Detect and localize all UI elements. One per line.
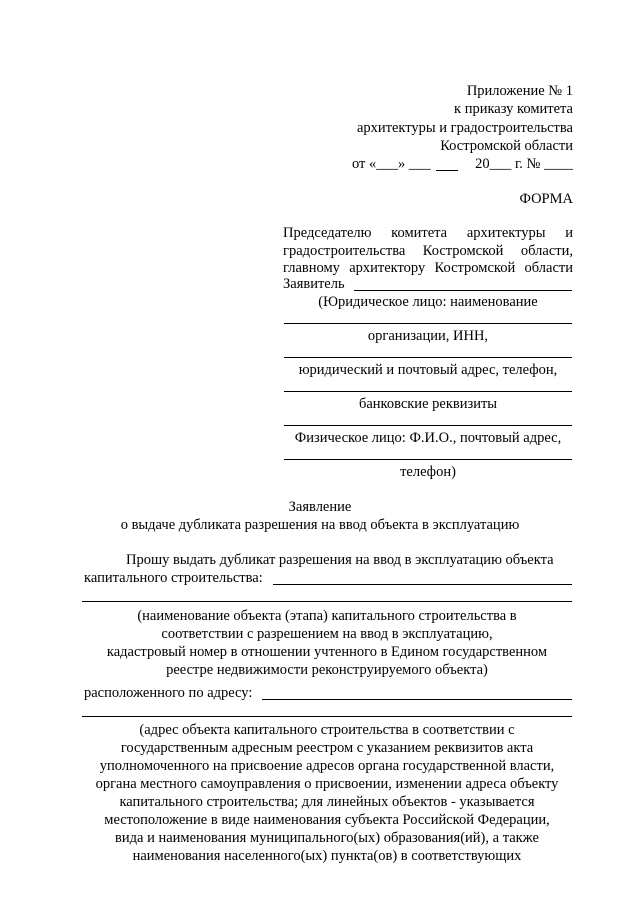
applicant-hint-4: банковские реквизиты	[358, 396, 498, 412]
applicant-line-6[interactable]	[284, 459, 572, 460]
appendix-line-3: архитектуры и градостроительства	[356, 120, 573, 136]
statement-title: Заявление	[288, 499, 352, 515]
address-hint-8: наименования населенного(ых) пункта(ов) в соответствующих	[132, 848, 522, 864]
applicant-line-4[interactable]	[284, 391, 572, 392]
appendix-line-2: к приказу комитета	[454, 101, 573, 117]
address-input-line[interactable]	[262, 699, 572, 700]
appendix-date-start: от «___» ___	[352, 156, 431, 172]
applicant-hint-2: организации, ИНН,	[367, 328, 489, 344]
address-hint-3: уполномоченного на присвоение адресов органа государственной власти,	[99, 758, 555, 774]
address-hint-2: государственным адресным реестром с указанием реквизитов акта	[120, 740, 534, 756]
address-hint-1: (адрес объекта капитального строительства в соответствии с	[139, 722, 515, 738]
address-input-line-2[interactable]	[82, 716, 572, 717]
object-hint-1: (наименование объекта (этапа) капитального строительства в	[137, 608, 517, 624]
applicant-line-2[interactable]	[284, 323, 572, 324]
object-hint-2: соответствии с разрешением на ввод в эксплуатацию,	[161, 626, 493, 642]
applicant-hint-5: Физическое лицо: Ф.И.О., почтовый адрес,	[294, 430, 562, 446]
address-label: расположенного по адресу:	[84, 685, 253, 701]
address-hint-5: капитального строительства; для линейных объектов - указывается	[119, 794, 535, 810]
applicant-hint-3: юридический и почтовый адрес, телефон,	[298, 362, 558, 378]
date-fill-line	[436, 170, 458, 171]
appendix-line-1: Приложение № 1	[466, 83, 573, 99]
address-hint-4: органа местного самоуправления о присвоении, изменении адреса объекту	[95, 776, 559, 792]
appendix-date-end: 20___ г. № ____	[475, 156, 573, 172]
addressee-line-1: Председателю комитета архитектуры и	[283, 225, 573, 241]
applicant-line-5[interactable]	[284, 425, 572, 426]
appendix-line-4: Костромской области	[440, 138, 573, 154]
applicant-line-3[interactable]	[284, 357, 572, 358]
applicant-label: Заявитель	[283, 276, 345, 292]
address-hint-6: местоположение в виде наименования субъекта Российской Федерации,	[104, 812, 550, 828]
object-input-line-2[interactable]	[82, 601, 572, 602]
addressee-line-2: градостроительства Костромской области,	[283, 243, 573, 259]
applicant-hint-6: телефон)	[400, 464, 456, 480]
object-input-line[interactable]	[273, 584, 572, 585]
object-hint-3: кадастровый номер в отношении учтенного в Едином государственном	[106, 644, 548, 660]
object-label: капитального строительства:	[84, 570, 263, 586]
request-line: Прошу выдать дубликат разрешения на ввод в эксплуатацию объекта	[126, 552, 554, 568]
applicant-hint-1: (Юридическое лицо: наименование	[318, 294, 538, 310]
form-label: ФОРМА	[519, 191, 573, 207]
applicant-input-line[interactable]	[354, 290, 572, 291]
address-hint-7: вида и наименования муниципального(ых) образования(ий), а также	[115, 830, 539, 846]
addressee-line-3: главному архитектору Костромской области	[283, 260, 573, 276]
object-hint-4: реестре недвижимости реконструируемого объекта)	[166, 662, 488, 678]
statement-subtitle: о выдаче дубликата разрешения на ввод объекта в эксплуатацию	[120, 517, 520, 533]
